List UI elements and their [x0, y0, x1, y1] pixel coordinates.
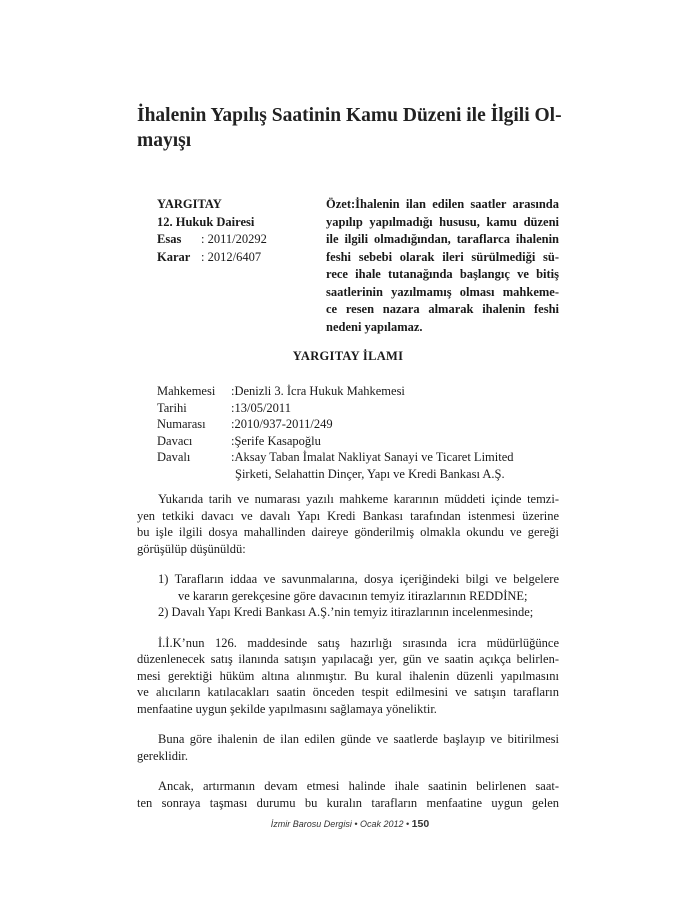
case-info-value — [231, 416, 557, 433]
tarihi-value: :13/05/2011 — [231, 400, 291, 415]
text-line: düzenlenecek satış ilanında satışın yapılacağı yer, gün ve saatin açıkça belirlen- — [137, 652, 559, 666]
court-name: YARGITAY — [157, 197, 222, 211]
case-info-value — [231, 449, 557, 482]
davaci-value: :Şerife Kasapoğlu — [231, 433, 321, 448]
text-line: 2) Davalı Yapı Kredi Bankası A.Ş.’nin temyiz itirazlarının incelenmesinde; — [158, 605, 534, 619]
text-line: 1) Tarafların iddaa ve savunmalarına, dosya içeriğindeki bilgi ve belgelere — [158, 572, 559, 586]
text-line: ve kararın gerekçesine göre davacının temyiz itirazlarının REDDİNE; — [178, 588, 528, 603]
issue-date: Ocak 2012 — [359, 819, 404, 829]
page-number: 150 — [411, 818, 430, 830]
paragraph — [137, 491, 559, 557]
journal-name: İzmir Barosu Dergisi — [270, 819, 352, 829]
text-line: bu işle ilgili dosya mahallinden daireye gönderilmiş olmakla okundu ve gereği — [137, 525, 559, 539]
case-info-label: Davalı — [157, 450, 191, 464]
case-info-value — [231, 383, 557, 400]
summary-line: ile ilgili olmadığından, taraflarca ihalenin — [326, 232, 559, 246]
text-line: görüşülüp düşünüldü: — [137, 541, 246, 556]
summary-line: saatlerinin yazılmamış olması mahkeme- — [326, 284, 559, 299]
text-line: Buna göre ihalenin de ilan edilen günde ve saatlerde başlayıp ve bitirilmesi — [158, 732, 559, 746]
davali-value-line: :Aksay Taban İmalat Nakliyat Sanayi ve Ticaret Limited — [231, 450, 514, 464]
case-info-row — [157, 383, 557, 400]
text-line: mesi gerektiği hüküm altına alınmıştır. Bu kural ihalenin düzenli yapılmasını — [137, 668, 559, 683]
title-line: İhalenin Yapılış Saatinin Kamu Düzeni ile İlgili Ol- — [137, 105, 562, 126]
page-footer — [0, 818, 700, 830]
footer-separator: • — [403, 819, 412, 829]
case-info-value — [231, 400, 557, 417]
summary-line: Özet:İhalenin ilan edilen saatler arasında — [326, 197, 559, 211]
esas-label: Esas — [157, 232, 182, 246]
numbered-list — [137, 571, 559, 621]
section-heading: YARGITAY İLAMI — [292, 349, 404, 363]
summary-line: nedeni yapılamaz. — [326, 319, 423, 334]
decision-summary — [326, 196, 559, 336]
case-info-row — [157, 416, 557, 433]
case-info-label: Davacı — [157, 433, 193, 448]
text-line: Yukarıda tarih ve numarası yazılı mahkeme kararının müddeti içinde temzi- — [158, 492, 559, 506]
case-info-label: Mahkemesi — [157, 384, 216, 398]
esas-value: : 2011/20292 — [201, 232, 267, 246]
chamber-name: 12. Hukuk Dairesi — [157, 214, 255, 229]
davali-value-line: Şirketi, Selahattin Dinçer, Yapı ve Kredi Bankası A.Ş. — [235, 466, 505, 481]
summary-line: feshi sebebi olarak ileri sürülmediği sü- — [326, 249, 559, 264]
case-info-label: Numarası — [157, 417, 206, 431]
footer-separator: • — [351, 819, 360, 829]
text-line: gereklidir. — [137, 748, 189, 763]
summary-line: yapılıp yapılmadığı hususu, kamu düzeni — [326, 214, 559, 229]
text-line: yen tetkiki davacı ve davalı Yapı Kredi Bankası tarafından istenmesi üzerine — [137, 508, 559, 523]
paragraph — [137, 731, 559, 764]
list-item — [158, 571, 559, 604]
numarasi-value: :2010/937-2011/249 — [231, 417, 333, 431]
title-line: mayışı — [137, 130, 192, 151]
case-info-label: Tarihi — [157, 400, 187, 415]
decision-body — [137, 491, 559, 825]
text-line: Ancak, artırmanın devam etmesi halinde ihale saatinin belirlenen saat- — [158, 779, 559, 793]
karar-label: Karar — [157, 249, 191, 264]
karar-row — [157, 249, 327, 267]
mahkemesi-value: :Denizli 3. İcra Hukuk Mahkemesi — [231, 384, 405, 398]
paragraph — [137, 635, 559, 718]
text-line: menfaatine uygun şekilde yapılmasını sağlamaya yöneliktir. — [137, 701, 437, 716]
paragraph — [137, 778, 559, 811]
text-line: İ.İ.K’nun 126. maddesinde satış hazırlığı sırasında icra müdürlüğünce — [158, 635, 559, 650]
text-line: ten sonraya taşması durumu bu kuralın tarafların menfaatine uygun gelen — [137, 795, 559, 810]
case-info-row — [157, 449, 557, 482]
case-info-row — [157, 433, 557, 450]
case-info-value — [231, 433, 557, 450]
court-meta — [157, 196, 327, 266]
article-title — [137, 103, 567, 153]
summary-line: ce resen nazara almarak ihalenin feshi — [326, 302, 559, 316]
text-line: ve alıcıların katılacakları saatin önceden tespit edilmesini ve satışın tarafların — [137, 685, 559, 699]
case-info-row — [157, 400, 557, 417]
list-item — [158, 604, 559, 621]
summary-line: rece ihale tutanağında başlangıç ve bitiş — [326, 267, 559, 281]
karar-value: : 2012/6407 — [201, 249, 262, 264]
case-info-table — [157, 383, 557, 482]
esas-row — [157, 231, 327, 249]
